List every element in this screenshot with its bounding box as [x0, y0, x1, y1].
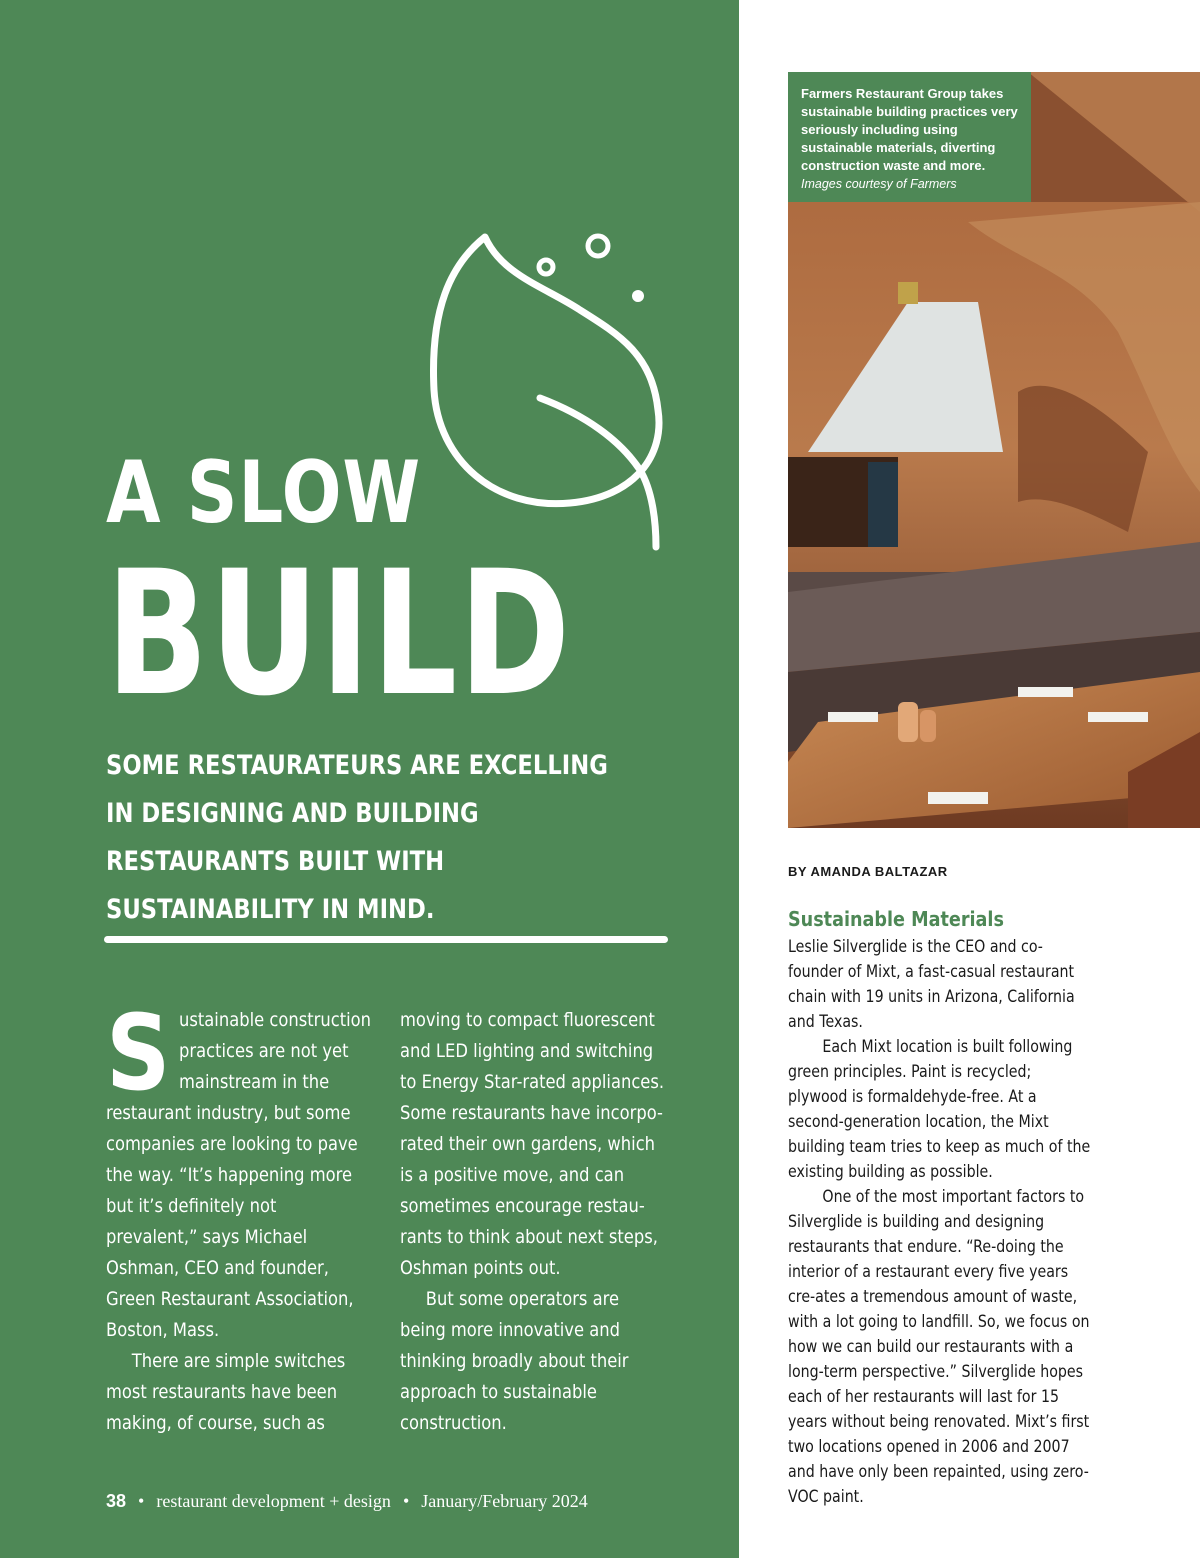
body-column-middle — [400, 1005, 668, 1439]
publication-name: restaurant development + design — [156, 1491, 391, 1511]
section-subhead: Sustainable Materials — [788, 907, 1004, 931]
body-paragraph: There are simple switches most restaurants have been making, of course, such as — [106, 1350, 346, 1434]
caption-text: Farmers Restaurant Group takes sustainable building practices very seriously including using sustainable materials, diverting construction waste and more. — [801, 86, 1018, 173]
body-paragraph: One of the most important factors to Silverglide is building and designing restaurants that endure. “Re-doing the interior of a restaurant every five years cre-ates a tremendous amount of waste, with a lot going to landfill. So, we focus on how we can build our restaurants with a long-term perspective.” Silverglide hopes each of her restaurants will last for 15 years without being renovated. Mixt’s first two locations opened in 2006 and 2007 and have only been repainted, using zero-VOC paint. — [788, 1187, 1090, 1506]
body-paragraph — [106, 992, 373, 1346]
byline: BY AMANDA BALTAZAR — [788, 864, 948, 879]
body-column-left — [106, 992, 373, 1439]
body-paragraph: moving to compact fluorescent and LED lighting and switching to Energy Star-rated appliances. Some restaurants have incorpo-rated their own gardens, which is a positive move, and can sometimes encourage restau-rants to think about next steps, Oshman points out. — [400, 1009, 665, 1279]
headline-line2: BUILD — [106, 533, 572, 734]
issue-date: January/February 2024 — [421, 1491, 588, 1511]
dropcap: S — [106, 992, 171, 1114]
body-column-right — [788, 934, 1093, 1509]
body-paragraph: Leslie Silverglide is the CEO and co-founder of Mixt, a fast-casual restaurant chain with 19 units in Arizona, California and Texas. — [788, 937, 1075, 1031]
page-footer — [106, 1491, 588, 1512]
footer-separator: • — [138, 1491, 145, 1511]
leaf-icon — [420, 225, 670, 555]
footer-separator: • — [402, 1491, 410, 1511]
body-paragraph: Each Mixt location is built following green principles. Paint is recycled; plywood is formaldehyde-free. At a second-generation location, the Mixt building team tries to keep as much of the existing building as possible. — [788, 1037, 1091, 1181]
body-paragraph: But some operators are being more innovative and thinking broadly about their approach to sustainable construction. — [400, 1288, 629, 1434]
page-number: 38 — [106, 1491, 127, 1511]
headline-line1: A SLOW — [106, 443, 421, 543]
deck: SOME RESTAURATEURS ARE EXCELLING IN DESIGNING AND BUILDING RESTAURANTS BUILT WITH SUSTAINABILITY IN MIND. — [106, 750, 608, 925]
photo-caption — [788, 72, 1031, 202]
body-text: ustainable construction practices are not yet mainstream in the restaurant industry, but some companies are looking to pave the way. “It’s happening more but it’s definitely not prevalent,” says Michael Oshman, CEO and founder, Green Restaurant Association, Boston, Mass. — [106, 1009, 372, 1341]
divider-rule — [104, 936, 668, 943]
photo-credit: Images courtesy of Farmers — [801, 177, 957, 191]
